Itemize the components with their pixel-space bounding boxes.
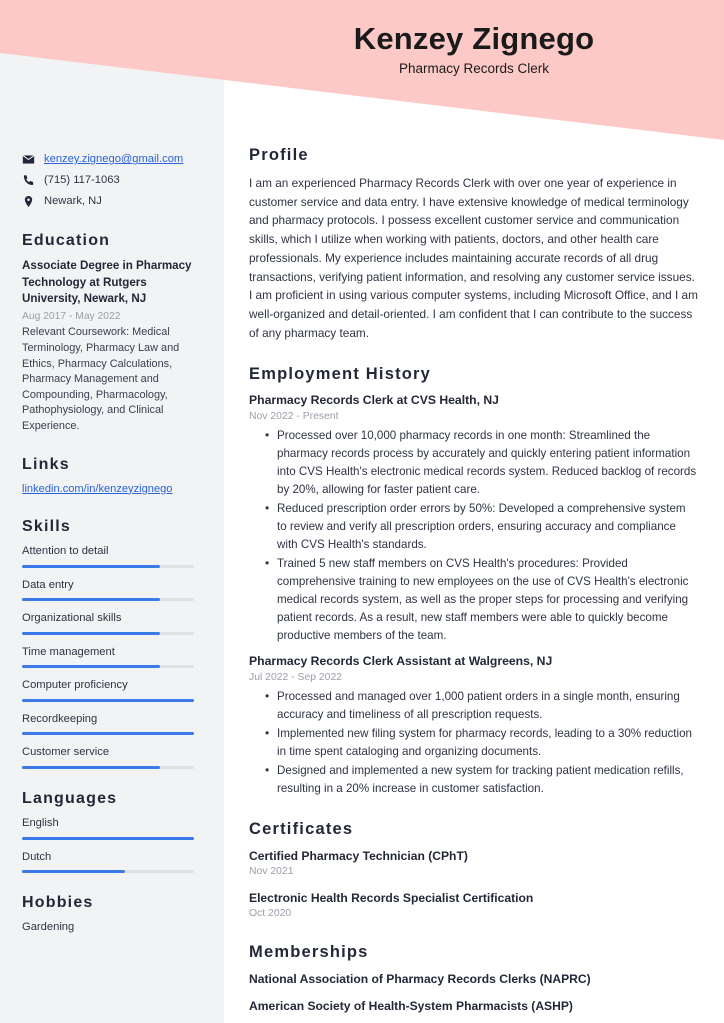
hobby-item: Gardening — [22, 921, 75, 934]
job-bullet: • Processed and managed over 1,000 patient orders in a single month, ensuring accuracy and timeliness of all prescription requests. — [269, 688, 698, 724]
memberships-list — [249, 971, 698, 1015]
link-item[interactable]: linkedin.com/in/kenzeyzignego — [22, 482, 173, 495]
membership-item: American Society of Health-System Pharmacists (ASHP) — [249, 999, 573, 1014]
job-date: Nov 2022 - Present — [249, 410, 339, 422]
profile-section — [249, 146, 698, 343]
language-item — [22, 816, 206, 840]
phone-icon — [22, 174, 35, 187]
education-entry — [22, 258, 206, 434]
certificates-heading: Certificates — [249, 819, 354, 838]
skill-bar-track — [22, 732, 194, 735]
certificates-list — [249, 848, 698, 922]
skill-bar-track — [22, 665, 194, 668]
skills-heading: Skills — [22, 517, 72, 535]
skill-label: Attention to detail — [22, 544, 109, 557]
employment-section — [249, 365, 698, 798]
skill-bar-track — [22, 632, 194, 635]
sidebar — [0, 0, 224, 955]
job-bullet: • Designed and implemented a new system for tracking patient medication refills, resulting in a 20% increase in customer satisfaction. — [269, 762, 698, 798]
skill-bar-fill — [22, 632, 160, 635]
job-bullet: • Implemented new filing system for pharmacy records, leading to a 30% reduction in time spent cataloging and organizing documents. — [269, 725, 698, 761]
skill-bar-fill — [22, 699, 194, 702]
contact-location-row — [22, 194, 206, 209]
certificate-date: Nov 2021 — [249, 865, 294, 877]
hobbies-heading: Hobbies — [22, 894, 94, 912]
contact-phone-text: (715) 117-1063 — [44, 174, 120, 187]
education-section — [22, 231, 206, 435]
contact-list — [22, 152, 206, 209]
education-description: Relevant Coursework: Medical Terminology, Pharmacy Law and Ethics, Pharmacy Calculations, Pharmacy Management and Compounding, Pharmacology, Pathophysiology, and Clinical Experience. — [22, 326, 180, 432]
certificate-item — [249, 890, 698, 921]
language-label: English — [22, 817, 59, 830]
skill-item — [22, 745, 206, 769]
education-heading: Education — [22, 232, 111, 249]
job-bullet-list — [249, 427, 698, 645]
candidate-job-title: Pharmacy Records Clerk — [398, 60, 550, 76]
skill-bar-track — [22, 766, 194, 769]
skill-bar-track — [22, 699, 194, 702]
language-bar-track — [22, 837, 194, 840]
employment-heading: Employment History — [249, 364, 432, 383]
map-pin-icon — [22, 195, 35, 208]
main-column — [224, 0, 724, 1023]
certificate-title: Electronic Health Records Specialist Certification — [249, 890, 534, 905]
skill-bar-track — [22, 598, 194, 601]
hobbies-list — [22, 920, 206, 935]
contact-email-text[interactable]: kenzey.zignego@gmail.com — [44, 153, 184, 166]
candidate-name: Kenzey Zignego — [353, 21, 595, 56]
education-date: Aug 2017 - May 2022 — [22, 310, 121, 322]
skill-item — [22, 678, 206, 702]
skill-item — [22, 578, 206, 602]
skills-section — [22, 517, 206, 769]
envelope-icon — [22, 153, 35, 166]
language-item — [22, 850, 206, 874]
memberships-heading: Memberships — [249, 943, 369, 962]
membership-item: National Association of Pharmacy Records Clerks (NAPRC) — [249, 972, 591, 987]
skill-bar-track — [22, 565, 194, 568]
profile-text: I am an experienced Pharmacy Records Clerk with over one year of experience in customer service and data entry. I have extensive knowledge of medical terminology and pharmacy protocols. I possess excellent customer service and communication skills, which I utilize when working with patients, doctors, and other health care professionals. My experience includes maintaining accurate records of all drug transactions, verifying patient information, and resolving any customer service issues. I am proficient in using various computer systems, including Microsoft Office, and I am well-organized and detail-oriented. I am confident that I can contribute to the success of any pharmacy team. — [249, 175, 698, 340]
job-title: Pharmacy Records Clerk Assistant at Walgreens, NJ — [249, 654, 553, 669]
skills-list — [22, 544, 206, 769]
links-section — [22, 455, 206, 497]
memberships-section — [249, 943, 698, 1014]
skill-label: Organizational skills — [22, 612, 122, 625]
languages-list — [22, 816, 206, 873]
languages-heading: Languages — [22, 789, 118, 807]
education-title: Associate Degree in Pharmacy Technology at Rutgers University, Newark, NJ — [22, 259, 192, 306]
language-bar-fill — [22, 870, 125, 873]
job-bullet: • Trained 5 new staff members on CVS Health's procedures: Provided comprehensive training to new employees on the use of CVS Health's electronic medical records system, as well as the proper steps for processing and verifying patient records. As a result, new staff members were able to quickly become productive members of the team. — [269, 555, 698, 645]
job-title: Pharmacy Records Clerk at CVS Health, NJ — [249, 393, 499, 408]
certificate-title: Certified Pharmacy Technician (CPhT) — [249, 848, 468, 863]
jobs-list — [249, 392, 698, 797]
certificates-section — [249, 820, 698, 922]
job-entry — [249, 392, 698, 644]
languages-section — [22, 789, 206, 873]
contact-email-row[interactable] — [22, 152, 206, 167]
certificate-date: Oct 2020 — [249, 908, 292, 920]
job-bullet-list — [249, 688, 698, 798]
skill-item — [22, 712, 206, 736]
skill-label: Customer service — [22, 746, 110, 759]
skill-label: Recordkeeping — [22, 712, 98, 725]
job-bullet: • Processed over 10,000 pharmacy records in one month: Streamlined the pharmacy records process by accurately and quickly entering patient information into CVS Health's electronic medical records system. Reduced backlog of records by 20%, allowing for faster patient care. — [269, 427, 698, 499]
skill-label: Computer proficiency — [22, 679, 128, 692]
language-bar-fill — [22, 837, 194, 840]
job-date: Jul 2022 - Sep 2022 — [249, 671, 343, 683]
job-entry — [249, 653, 698, 797]
language-bar-track — [22, 870, 194, 873]
language-label: Dutch — [22, 850, 52, 863]
contact-phone-row — [22, 173, 206, 188]
skill-label: Data entry — [22, 578, 74, 591]
links-heading: Links — [22, 455, 70, 473]
skill-bar-fill — [22, 732, 194, 735]
skill-bar-fill — [22, 598, 160, 601]
skill-item — [22, 544, 206, 568]
skill-label: Time management — [22, 645, 115, 658]
job-bullet: • Reduced prescription order errors by 50%: Developed a comprehensive system to review and verify all prescription orders, ensuring accuracy and compliance with CVS Health's standards. — [269, 500, 698, 554]
skill-item — [22, 611, 206, 635]
skill-bar-fill — [22, 665, 160, 668]
skill-item — [22, 645, 206, 669]
skill-bar-fill — [22, 565, 160, 568]
hobbies-section — [22, 893, 206, 935]
certificate-item — [249, 848, 698, 879]
contact-location-text: Newark, NJ — [44, 195, 102, 208]
profile-heading: Profile — [249, 146, 309, 164]
skill-bar-fill — [22, 766, 160, 769]
